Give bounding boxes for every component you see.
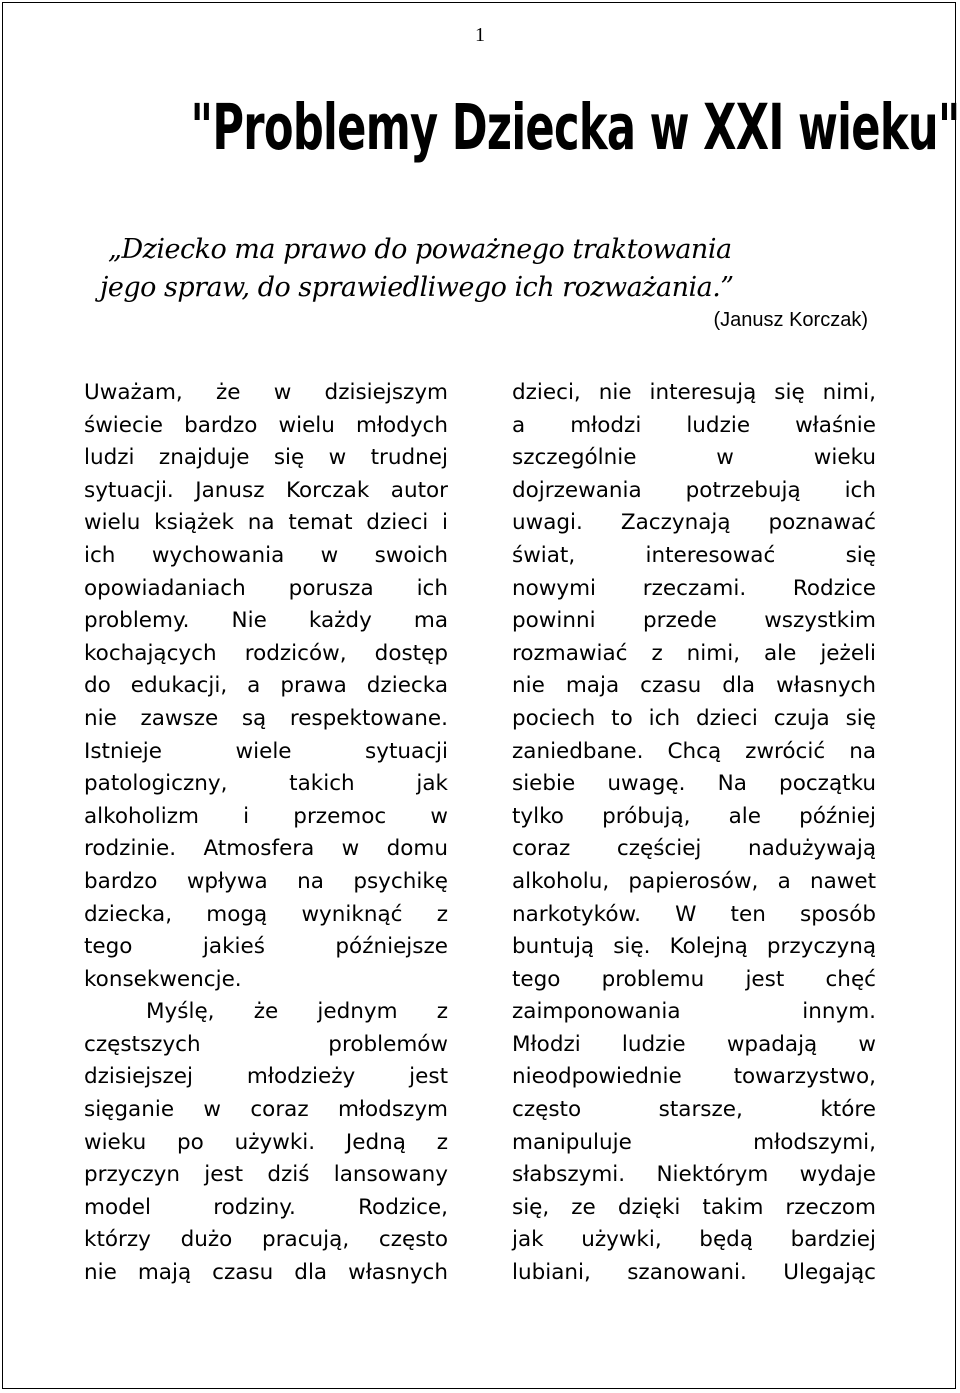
- text-line: rozmawiać z nimi, ale jeżeli: [512, 640, 876, 666]
- text-line: nowymi rzeczami. Rodzice: [512, 575, 876, 601]
- text-line: ludzi znajduje się w trudnej: [84, 445, 448, 471]
- text-line: słabszymi. Niektórym wydaje: [512, 1162, 876, 1188]
- text-line: do edukacji, a prawa dziecka: [84, 673, 448, 699]
- text-line: model rodziny. Rodzice,: [84, 1194, 448, 1220]
- text-line: nieodpowiednie towarzystwo,: [512, 1064, 876, 1090]
- text-line: problemy. Nie każdy ma: [84, 608, 448, 634]
- text-line: sytuacji. Janusz Korczak autor: [84, 477, 448, 503]
- text-line: ich wychowania w swoich: [84, 542, 448, 568]
- text-line: szczególnie w wieku: [512, 445, 876, 471]
- text-line: sięganie w coraz młodszym: [84, 1097, 448, 1123]
- left-text-column: [84, 377, 448, 1290]
- text-line: dziecka, mogą wyniknąć z: [84, 901, 448, 927]
- text-line: coraz częściej nadużywają: [512, 836, 876, 862]
- text-line: konsekwencje.: [84, 966, 242, 992]
- document-title: "Problemy Dziecka w XXI wieku": [190, 91, 960, 165]
- right-text-column: [512, 377, 876, 1290]
- text-line: świecie bardzo wielu młodych: [84, 412, 448, 438]
- text-line: się, ze dzięki takim rzeczom: [512, 1194, 876, 1220]
- text-line: dzieci, nie interesują się nimi,: [512, 380, 876, 405]
- text-line: Młodzi ludzie wpadają w: [512, 1031, 876, 1057]
- text-line: wielu książek na temat dzieci i: [84, 510, 448, 536]
- text-line: alkoholu, papierosów, a nawet: [512, 868, 876, 894]
- quote-line-2: jego spraw, do sprawiedliwego ich rozważania.”: [100, 272, 734, 303]
- text-line: dojrzewania potrzebują ich: [512, 477, 876, 503]
- text-line: pociech to ich dzieci czuja się: [512, 705, 876, 731]
- text-line: świat, interesować się: [512, 542, 876, 568]
- quote-author: (Janusz Korczak): [713, 309, 868, 331]
- text-line: dzisiejszej młodzieży jest: [84, 1064, 448, 1090]
- text-line: powinni przede wszystkim: [512, 608, 876, 634]
- text-line: opowiadaniach porusza ich: [84, 575, 448, 601]
- text-line: przyczyn jest dziś lansowany: [84, 1162, 448, 1188]
- text-line: często starsze, które: [512, 1097, 876, 1123]
- text-line: nie mają czasu dla własnych: [84, 1260, 448, 1286]
- text-line: bardzo wpływa na psychikę: [84, 868, 448, 894]
- text-line: tego problemu jest chęć: [512, 966, 876, 992]
- text-line: Uważam, że w dzisiejszym: [84, 380, 448, 405]
- text-line: siebie uwagę. Na początku: [512, 771, 876, 797]
- text-line: uwagi. Zaczynają poznawać: [512, 510, 876, 536]
- text-line: lubiani, szanowani. Ulegając: [512, 1260, 876, 1286]
- text-line: częstszych problemów: [84, 1031, 448, 1057]
- text-line: rodzinie. Atmosfera w domu: [84, 836, 448, 862]
- text-line: jak używki, będą bardziej: [512, 1227, 876, 1253]
- text-line: narkotyków. W ten sposób: [512, 901, 876, 927]
- text-line: Myślę, że jednym z: [146, 999, 448, 1025]
- text-line: manipuluje młodszymi,: [512, 1129, 876, 1155]
- text-line: wieku po używki. Jedną z: [84, 1129, 448, 1155]
- text-line: tylko próbują, ale później: [512, 803, 876, 829]
- page-number: 1: [475, 24, 485, 46]
- text-line: kochających rodziców, dostęp: [84, 640, 448, 666]
- text-line: zaimponowania innym.: [512, 999, 876, 1025]
- text-line: alkoholizm i przemoc w: [84, 803, 448, 829]
- text-line: patologiczny, takich jak: [84, 771, 448, 797]
- text-line: tego jakieś późniejsze: [84, 934, 448, 960]
- text-line: nie zawsze są respektowane.: [84, 705, 448, 731]
- text-line: a młodzi ludzie właśnie: [512, 412, 876, 438]
- quote-line-1: „Dziecko ma prawo do poważnego traktowania: [108, 234, 732, 265]
- text-line: którzy dużo pracują, często: [84, 1227, 448, 1253]
- text-line: zaniedbane. Chcą zwrócić na: [512, 738, 876, 764]
- text-line: buntują się. Kolejną przyczyną: [512, 934, 876, 960]
- text-line: nie maja czasu dla własnych: [512, 673, 876, 699]
- text-line: Istnieje wiele sytuacji: [84, 738, 448, 764]
